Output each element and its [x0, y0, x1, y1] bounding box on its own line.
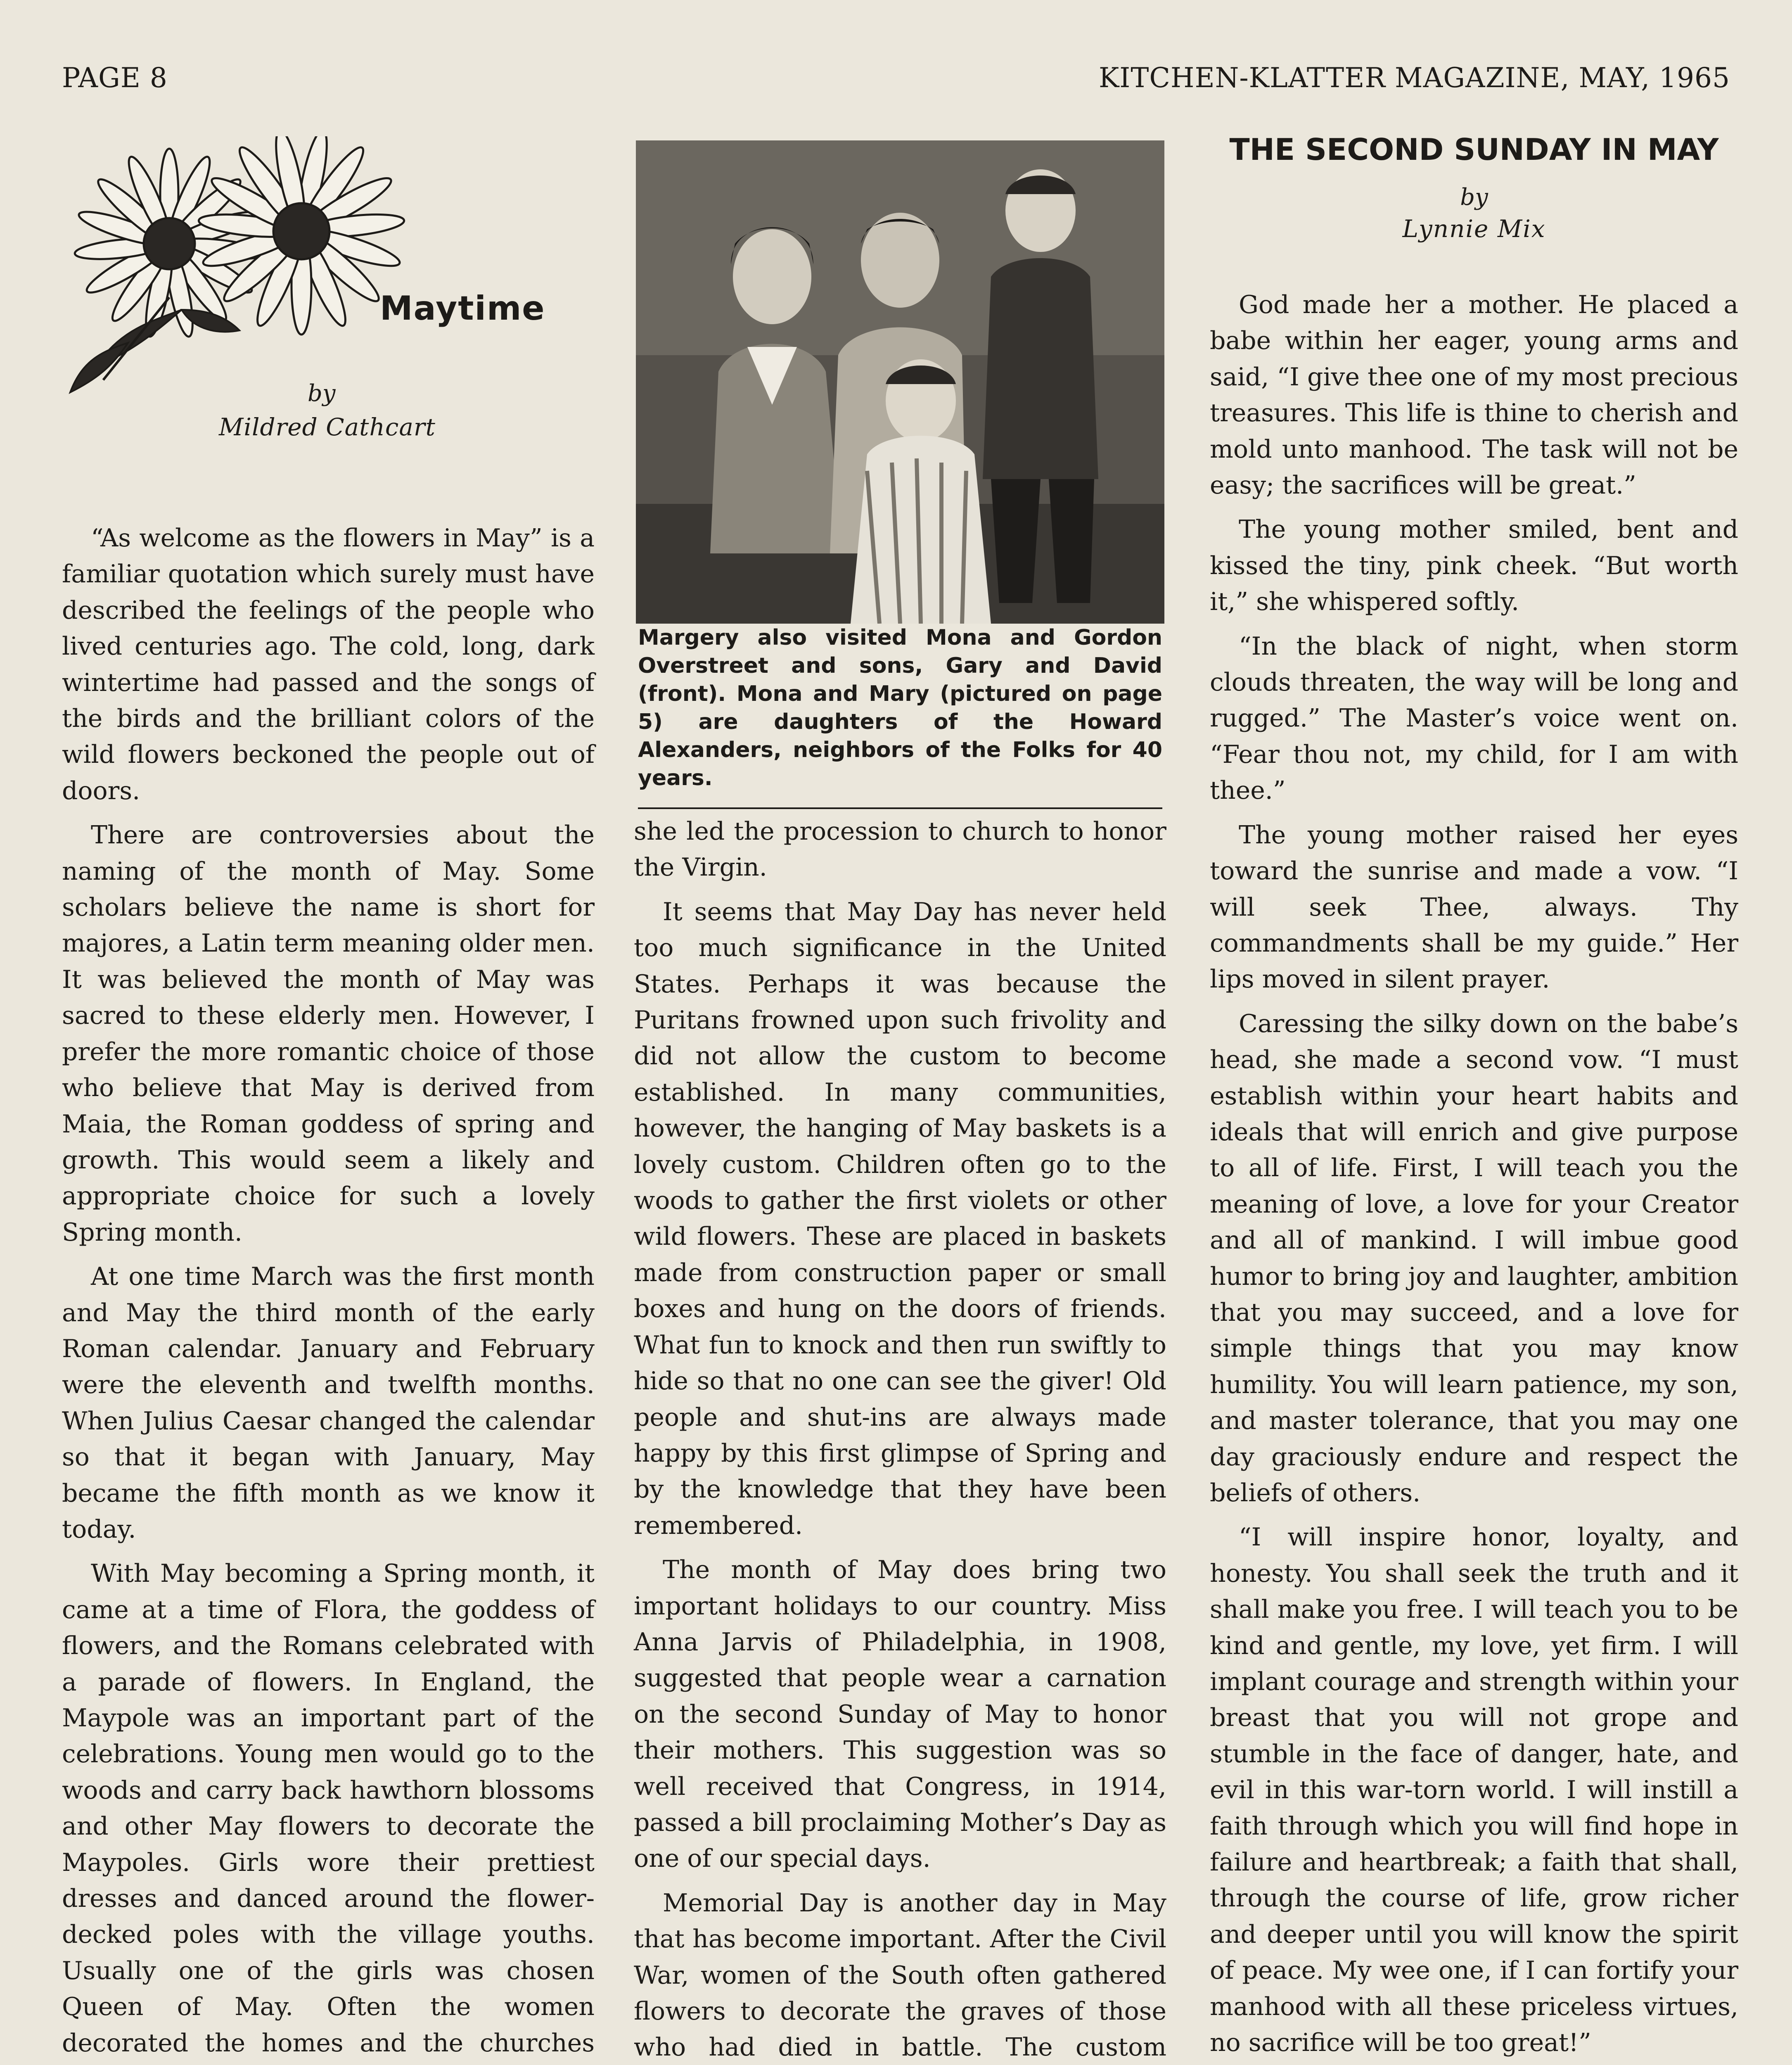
- paragraph: Caressing the silky down on the babe’s head, she made a second vow. “I must establish within your heart habits and ideals that will enrich and give purpose to all of life. First, I will teach you the meaning of love, a love for your Creator and all of mankind. I will imbue good humor to bring joy and laughter, ambition that you may succeed, and a love for simple things that you may know humility. You will learn patience, my son, and master tolerance, that you may one day graciously endure and respect the beliefs of others.: [1210, 1009, 1738, 1507]
- byline-author: Mildred Cathcart: [219, 413, 436, 441]
- page-number: PAGE 8: [62, 62, 168, 94]
- paragraph: The young mother smiled, bent and kissed the tiny, pink cheek. “But worth it,” she whispered softly.: [1210, 515, 1738, 617]
- byline-author: Lynnie Mix: [1402, 215, 1546, 243]
- paragraph: Memorial Day is another day in May that has become important. After the Civil War, women of the South often gathered flowers to decorate the graves of those who had died in battle. The custom: [634, 1888, 1166, 2062]
- caption-divider: [638, 807, 1162, 809]
- family-photo: [636, 140, 1164, 624]
- family-photo-illustration: [636, 140, 1164, 624]
- paragraph: she led the procession to church to honor the Virgin.: [634, 817, 1166, 882]
- paragraph: The month of May does bring two important holidays to our country. Miss Anna Jarvis of Philadelphia, in 1908, suggested that people wear a carnation on the second Sunday of May to honor their mothers. This suggestion was so well received that Congress, in 1914, passed a bill proclaiming Mother’s Day as one of our special days.: [634, 1555, 1166, 1873]
- daisy-illustration: [45, 136, 479, 405]
- paragraph: “I will inspire honor, loyalty, and honesty. You shall seek the truth and it shall make you free. I will teach you to be kind and gentle, my love, yet firm. I will implant courage and strength within your breast that you will not grope and stumble in the face of danger, hate, and evil in this war-torn world. I will instill a faith through which you will find hope in failure and heartbreak; a faith that shall, through the course of life, grow richer and deeper until you will know the spirit of peace. My wee one, if I can fortify your manhood with all these priceless virtues, no sacrifice will be too great!”: [1210, 1523, 1738, 2058]
- paragraph: There are controversies about the naming of the month of May. Some scholars believe the name is short for majores, a Latin term meaning older men. It was believed the month of May was sacred to these elderly men. However, I prefer the more romantic choice of those who believe that May is derived from Maia, the Roman goddess of spring and growth. This would seem a likely and appropriate choice for such a lovely Spring month.: [62, 821, 595, 1247]
- second-sunday-column: [1210, 287, 1738, 2065]
- maytime-column-2: [634, 814, 1166, 2065]
- paragraph: At one time March was the first month and May the third month of the early Roman calendar. January and February were the eleventh and twelfth months. When Julius Caesar changed the calendar so that it began with January, May became the fifth month as we know it today.: [62, 1262, 595, 1544]
- article-title-maytime: Maytime: [380, 289, 545, 328]
- byline-by: by: [1460, 184, 1488, 211]
- paragraph: With May becoming a Spring month, it came at a time of Flora, the goddess of flowers, and the Romans celebrated with a parade of flowers. In England, the Maypole was an important part of the celebrations. Young men would go to the woods and carry back hawthorn blossoms and other May flowers to decorate the Maypoles. Girls wore their prettiest dresses and danced around the flower-decked poles with the village youths. Usually one of the girls was chosen Queen of May. Often the women decorated the homes and the churches: [62, 1559, 595, 2058]
- maytime-column-1: [62, 520, 595, 2065]
- paragraph: “As welcome as the flowers in May” is a familiar quotation which surely must have described the feelings of the people who lived centuries ago. The cold, long, dark wintertime had passed and the songs of the birds and the brilliant colors of the wild flowers beckoned the people out of doors.: [62, 524, 595, 805]
- running-header: KITCHEN-KLATTER MAGAZINE, MAY, 1965: [1099, 62, 1730, 94]
- article-title-second-sunday: THE SECOND SUNDAY IN MAY: [1229, 132, 1719, 167]
- paragraph: It seems that May Day has never held too much significance in the United States. Perhaps it was because the Puritans frowned upon such frivolity and did not allow the custom to become established. In many communities, however, the hanging of May baskets is a lovely custom. Children often go to the woods to gather the first violets or other wild flowers. These are placed in baskets made from construction paper or small boxes and hung on the doors of friends. What fun to knock and then run swiftly to hide so that no one can see the giver! Old people and shut-ins are always made happy by this first glimpse of Spring and by the knowledge that they have been remembered.: [634, 897, 1166, 1540]
- paragraph: God made her a mother. He placed a babe within her eager, young arms and said, “I give thee one of my most precious treasures. This life is thine to cherish and mold unto manhood. The task will not be easy; the sacrifices will be great.”: [1210, 290, 1738, 500]
- paragraph: “In the black of night, when storm clouds threaten, the way will be long and rugged.” The Master’s voice went on. “Fear thou not, my child, for I am with thee.”: [1210, 631, 1738, 805]
- byline-by: by: [308, 380, 336, 407]
- daisy-right-icon: [198, 136, 405, 335]
- paragraph: The young mother raised her eyes toward the sunrise and made a vow. “I will seek Thee, always. Thy commandments shall be my guide.” Her lips moved in silent prayer.: [1210, 820, 1738, 994]
- photo-caption: Margery also visited Mona and Gordon Overstreet and sons, Gary and David (front). Mona and Mary (pictured on page 5) are daughters of the Howard Alexanders, neighbors of the Folks for 40 years.: [638, 625, 1162, 790]
